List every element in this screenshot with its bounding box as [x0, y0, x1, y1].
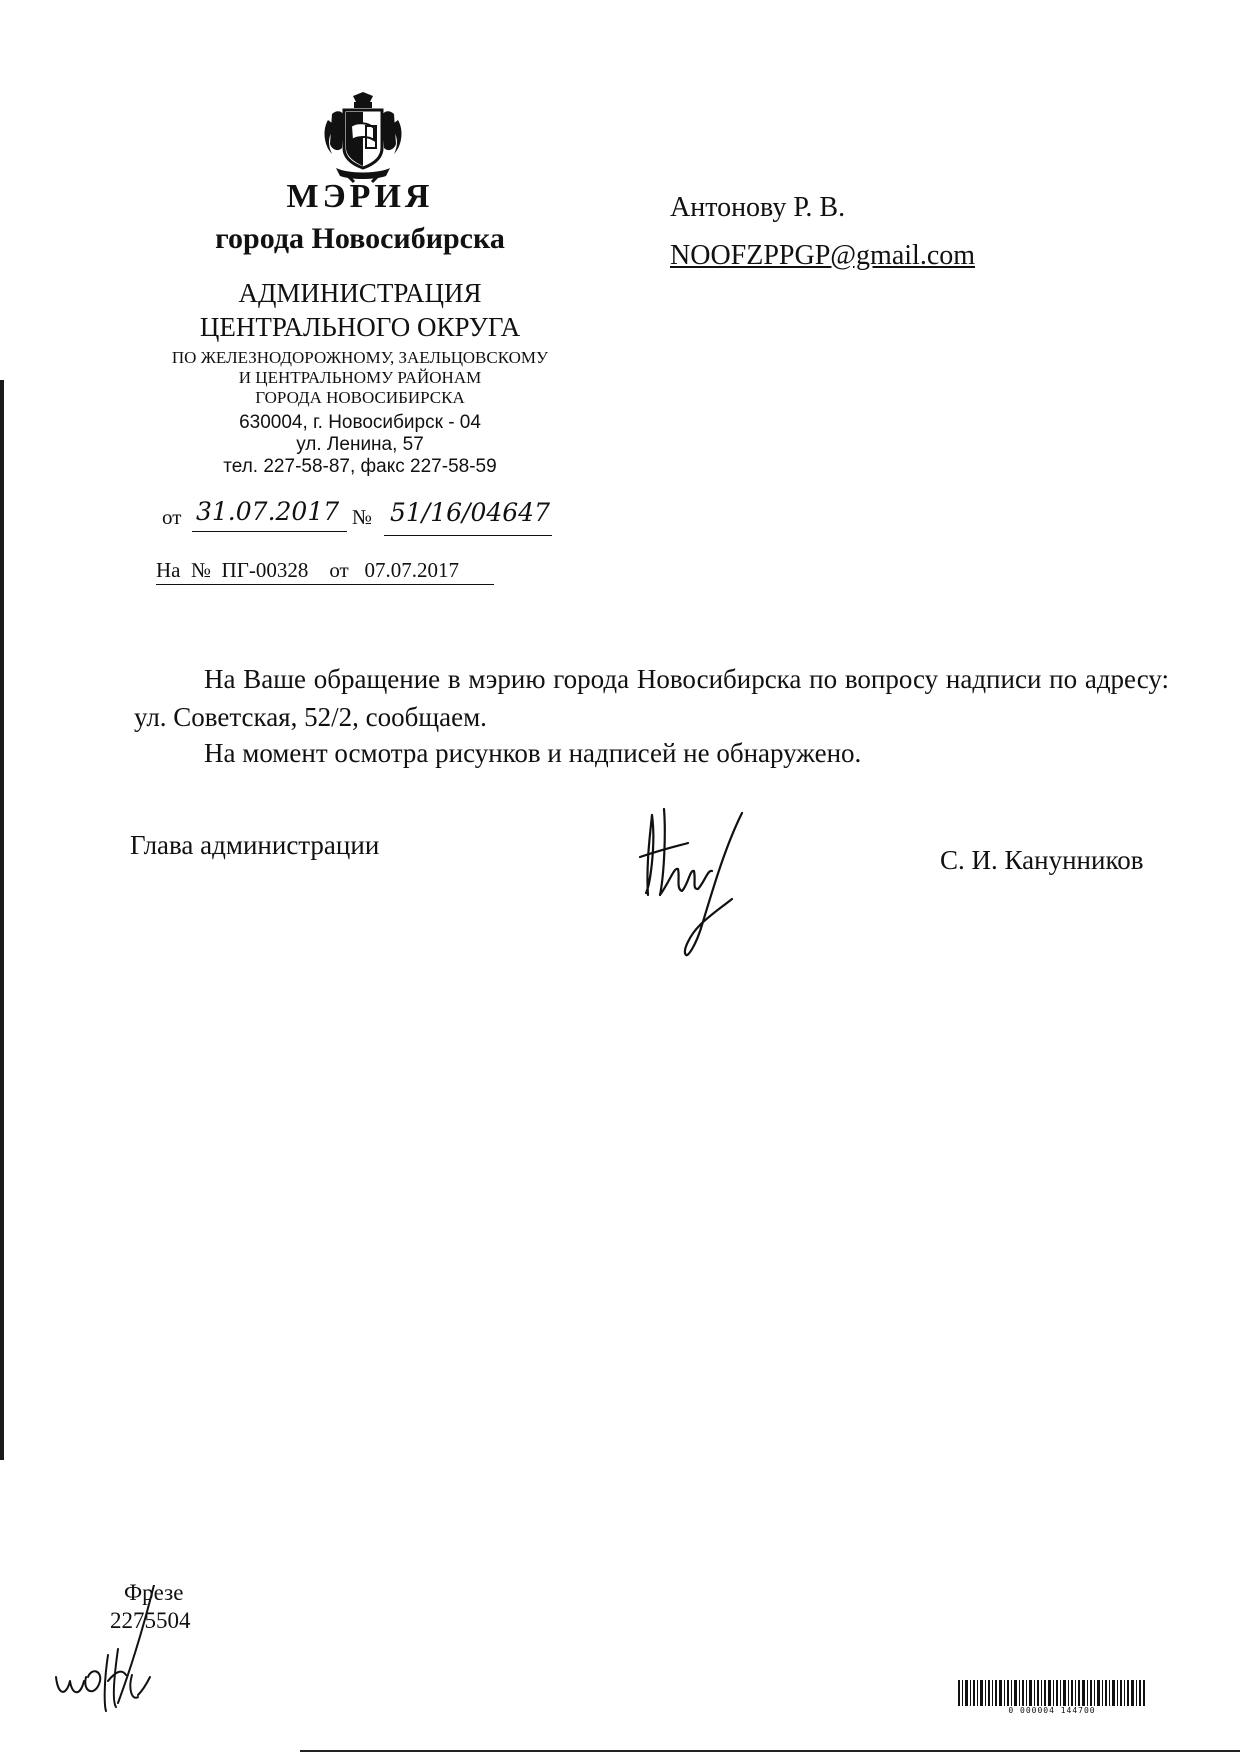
districts-line: ПО ЖЕЛЕЗНОДОРОЖНОМУ, ЗАЕЛЬЦОВСКОМУ [171, 348, 549, 367]
number-label: № [352, 505, 373, 529]
recipient-email-link[interactable]: NOOFZPPGP@gmail.com [670, 240, 976, 271]
signer-title: Глава администрации [130, 830, 380, 860]
districts-line: ГОРОДА НОВОСИБИРСКА [255, 388, 465, 407]
scan-shadow-left [0, 380, 4, 1460]
mayoralty-title: МЭРИЯ [286, 178, 434, 215]
districts-line: И ЦЕНТРАЛЬНОМУ РАЙОНАМ [238, 368, 482, 387]
recipient-name: Антонову Р. В. [670, 192, 846, 223]
date-underline [192, 531, 347, 532]
handwritten-initials-icon [52, 1585, 202, 1715]
city-title: города Новосибирска [215, 222, 505, 255]
handwritten-signature-icon [630, 785, 770, 960]
registration-date: 31.07.2017 [196, 497, 340, 526]
scan-shadow-bottom [300, 1750, 1240, 1752]
registration-number: 51/16/04647 [390, 498, 550, 527]
barcode-icon [958, 1680, 1146, 1706]
administration-district-title: ЦЕНТРАЛЬНОГО ОКРУГА [199, 312, 521, 342]
coat-of-arms-icon [318, 92, 408, 184]
reply-reference: На № ПГ-00328 от 07.07.2017 [156, 558, 494, 585]
body-paragraph: На Ваше обращение в мэрию города Новосибирска по вопросу надписи по адресу: ул. Советская, 52/2, сообщаем. [134, 664, 1169, 732]
executor-phone: 2275504 [110, 1608, 191, 1633]
signer-name: С. И. Канунников [940, 845, 1144, 875]
contact-phones: тел. 227-58-87, факс 227-58-59 [223, 456, 497, 477]
body-paragraph: На момент осмотра рисунков и надписей не обнаружено. [204, 738, 862, 768]
date-label: от [162, 505, 182, 529]
number-underline [384, 535, 552, 536]
administration-title: АДМИНИСТРАЦИЯ [238, 278, 482, 308]
street-address: ул. Ленина, 57 [296, 434, 424, 455]
barcode-number: 0 000004 144700 [1008, 1706, 1096, 1715]
executor-name: Фрезе [124, 1580, 184, 1605]
postal-address: 630004, г. Новосибирск - 04 [239, 412, 481, 433]
